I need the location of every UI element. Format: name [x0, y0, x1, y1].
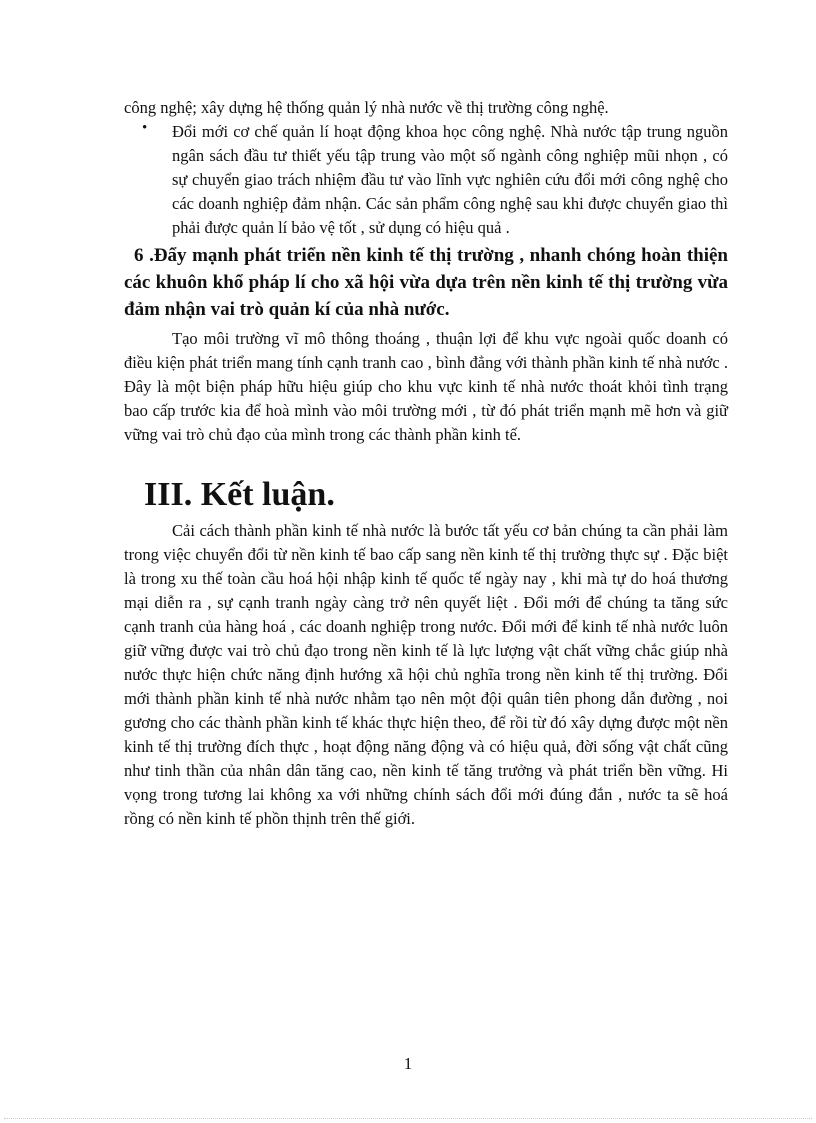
conclusion-paragraph: Cải cách thành phần kinh tế nhà nước là bước tất yếu cơ bản chúng ta cần phải làm trong việc chuyển đổi từ nền kinh tế bao cấp sang nền kinh tế thị trường thực sự . Đặc biệt là trong xu thế toàn cầu hoá hội nhập kinh tế quốc tế ngày nay , khi mà tự do hoá thương mại diễn ra , sự cạnh tranh ngày càng trở nên quyết liệt . Đổi mới để chúng ta tăng sức cạnh tranh của hàng hoá , các doanh nghiệp trong nước. Đổi mới để kinh tế nhà nước luôn giữ vững được vai trò chủ đạo trong nền kinh tế là lực lượng vật chất vững chắc giúp nhà nước thực hiện chức năng định hướng xã hội chủ nghĩa trong nền kinh tế thị trường. Đổi mới thành phần kinh tế nhà nước nhằm tạo nên một đội quân tiên phong dẫn đường , noi gương cho các thành phần kinh tế khác thực hiện theo, để rồi từ đó xây dựng được một nền kinh tế thị trường đích thực , hoạt động năng động và có hiệu quả, đời sống vật chất cũng như tinh thần của nhân dân tăng cao, nền kinh tế tăng trưởng và phát triển bền vững. Hi vọng trong tương lai không xa với những chính sách đổi mới đúng đắn , nước ta sẽ hoá rồng có nền kinh tế phồn thịnh trên thế giới.	[124, 521, 728, 828]
conclusion-heading: III. Kết luận.	[144, 476, 335, 513]
page-bottom-divider	[4, 1118, 812, 1119]
section-6-paragraph: Tạo môi trường vĩ mô thông thoáng , thuận lợi để khu vực ngoài quốc doanh có điều kiện phát triển mang tính cạnh tranh cao , bình đẳng với thành phần kinh tế nhà nước . Đây là một biện pháp hữu hiệu giúp cho khu vực kinh tế nhà nước thoát khỏi tình trạng bao cấp trước kia để hoà mình vào môi trường mới , từ đó phát triển mạnh mẽ hơn và giữ vững vai trò chủ đạo của mình trong các thành phần kinh tế.	[124, 329, 728, 444]
bullet-dot-icon: •	[142, 120, 148, 136]
page-number: 1	[403, 1054, 413, 1073]
bullet-item	[124, 120, 728, 240]
section-6-heading: 6 .Đẩy mạnh phát triển nền kinh tế thị trường , nhanh chóng hoàn thiện các khuôn khổ pháp lí cho xã hội vừa dựa trên nền kinh tế thị trường vừa đảm nhận vai trò quản kí của nhà nước.	[124, 245, 728, 320]
bullet-text: Đổi mới cơ chế quản lí hoạt động khoa học công nghệ. Nhà nước tập trung nguồn ngân sách đầu tư thiết yếu tập trung vào một số ngành công nghiệp mũi nhọn , có sự chuyển giao trách nhiệm đầu tư vào lĩnh vực nghiên cứu đổi mới công nghệ cho các doanh nghiệp đảm nhận. Các sản phẩm công nghệ sau khi được chuyển giao thì phải được quản lí bảo vệ tốt , sử dụng có hiệu quả .	[172, 122, 728, 237]
page-content	[124, 96, 728, 831]
carryover-line: công nghệ; xây dựng hệ thống quản lý nhà nước về thị trường công nghệ.	[124, 98, 609, 117]
